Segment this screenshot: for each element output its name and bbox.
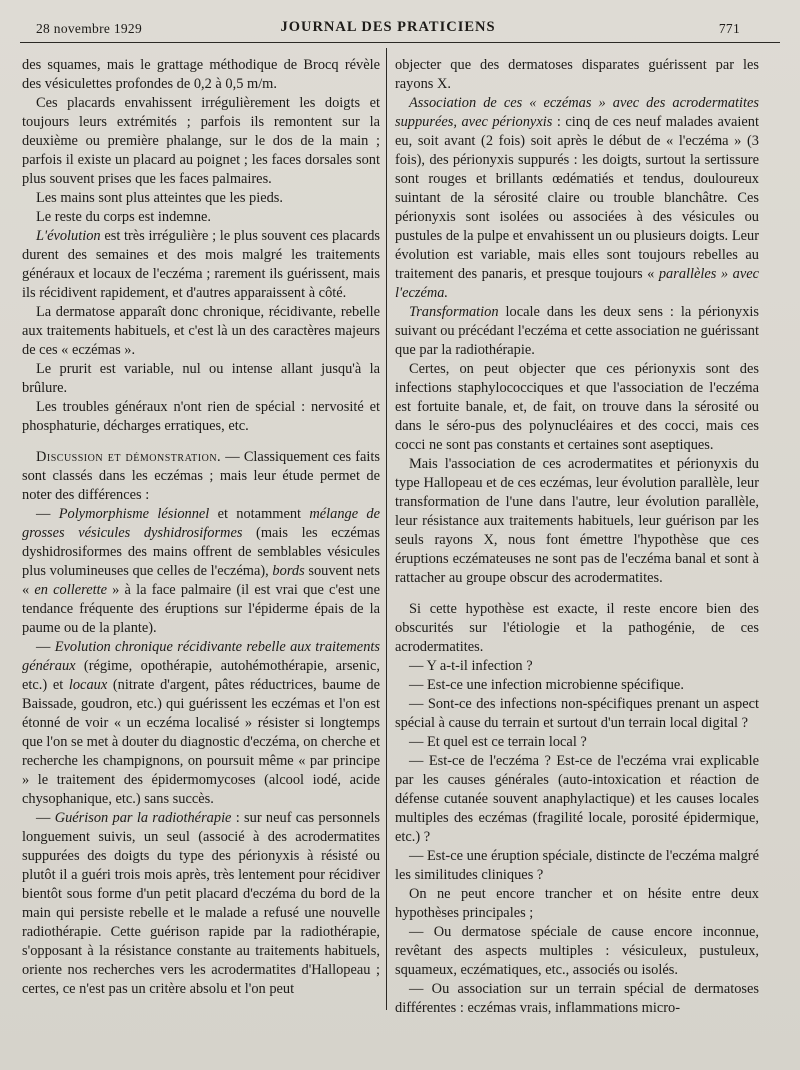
left-column (22, 56, 380, 1060)
text-run: : cinq de ces neuf malades avaient eu, soit avant (2 fois) soit après le début de « l'eczéma » (3 fois), des périonyxis suppurés : les doigts, surtout la sertissure sont rouges et brillants œdématiés et tendus, douloureux suintant de la sérosité claire ou trouble blanchâtre. Ces périonyxis sont isolées ou associées à des vésicules ou pustules de la pulpe et envahissent un ou plusieurs doigts. Leur évolution est variable, mais elles sont toujours rebelles au traitement des panaris, et presque toujours « (395, 114, 759, 282)
paragraph: Si cette hypothèse est exacte, il reste encore bien des obscurités sur l'étiologie et la pathogénie, de ces acrodermatites. (395, 601, 759, 655)
page-number: 771 (718, 21, 740, 36)
header-rule (20, 42, 780, 43)
text-run: — (36, 506, 59, 522)
text-run: souvent nets « (22, 563, 380, 598)
paragraph (22, 638, 380, 809)
paragraph: Le reste du corps est indemne. (36, 209, 212, 225)
paragraph: objecter que des dermatoses disparates guérissent par les rayons X. (395, 57, 759, 92)
page-header (36, 18, 740, 40)
paragraph: Mais l'association de ces acrodermatites et périonyxis du type Hallopeau et de ces eczémas, leur évolution parallèle, leur transformation de l'une dans l'autre, leur évolution parallèle, leur résistance aux traitements habituels, leur guérison par les seuls rayons X, nous font émettre l'hypothèse que ces éruptions eczémateuses ne sont pas de l'eczéma banal et sont à rattacher au groupe obscur des acrodermatites. (395, 456, 759, 586)
paragraph (395, 94, 759, 303)
italic-term: en collerette (34, 582, 107, 598)
italic-term: Guérison par la radiothérapie (54, 810, 232, 826)
paragraph: Les mains sont plus atteintes que les pieds. (36, 190, 284, 206)
italic-term: L'évolution (36, 228, 101, 244)
paragraph: — Est-ce une infection microbienne spécifique. (409, 677, 684, 693)
text-run: (mais les eczémas dyshidrosiformes des mains offrent de semblables vésicules plus volumineuses que celles de l'eczéma), (22, 525, 380, 579)
text-run: — (36, 810, 55, 826)
paragraph: — Est-ce de l'eczéma ? Est-ce de l'eczéma vrai explicable par les causes générales (auto-intoxication et réaction de défense cutanée souvent anaphylactique) et les causes locales multiples des eczémas (fragilité locale, porosité épidermique, etc.) ? (395, 753, 759, 845)
section-heading: Discussion et démonstration. (36, 449, 222, 465)
paragraph: Le prurit est variable, nul ou intense allant jusqu'à la brûlure. (22, 361, 380, 396)
paragraph-text: est très irrégulière ; le plus souvent ces placards durent des semaines et des mois malgré les traitements généraux et locaux de l'eczéma ; rarement ils guérissent, mais ils récidivent rapidement, et d'autres apparaissent à côté. (22, 228, 380, 301)
italic-term: Transformation (409, 304, 499, 320)
italic-term: mélange de grosses vésicules dyshidrosiformes (22, 506, 380, 541)
right-column (395, 56, 759, 1060)
paragraph: des squames, mais le grattage méthodique de Brocq révèle des vésiculettes profondes de 0,2 à 0,5 m/m. (22, 57, 380, 92)
paragraph (22, 227, 380, 303)
text-run: et notamment (209, 506, 310, 522)
italic-term: parallèles » avec l'eczéma. (395, 266, 759, 301)
paragraph: Certes, on peut objecter que ces périonyxis sont des infections staphylococciques et que l'association de l'eczéma est fortuite banale, et, de fait, on trouve dans la sérosité ou dans le séro-pus des polynucléaires et des cocci, mais ces cocci ne sont pas constants et certaines sont aseptiques. (395, 361, 759, 453)
paragraph-text: — Classiquement ces faits sont classés dans les eczémas ; mais leur étude permet de noter des différences : (22, 449, 380, 503)
paragraph: — Est-ce une éruption spéciale, distincte de l'eczéma malgré les similitudes cliniques ? (395, 848, 759, 883)
paragraph: — Ou association sur un terrain spécial de dermatoses différentes : eczémas vrais, inflammations micro- (395, 981, 759, 1016)
paragraph: — Et quel est ce terrain local ? (409, 734, 587, 750)
paragraph: — Sont-ce des infections non-spécifiques prenant un aspect spécial à cause du terrain et surtout d'un terrain local digital ? (395, 696, 759, 731)
text-run: (nitrate d'argent, pâtes réductrices, baume de Baissade, goudron, etc.) qui guérissent les eczémas et l'on est étonné de voir « un eczéma localisé » résister si longtemps que l'on se met à douter du diagnostic d'eczéma, on cherche et recherche les champignons, on poursuit même « par principe » le traitement des épidermomycoses (alcool iodé, acide chysophanique, etc.) sans succès. (22, 677, 380, 807)
column-divider (386, 48, 387, 1010)
paragraph: On ne peut encore trancher et on hésite entre deux hypothèses principales ; (395, 886, 759, 921)
text-run: locale dans les deux sens : la périonyxis suivant ou précédant l'eczéma et cette association ne guérissant que par la radiothérapie. (395, 304, 759, 358)
paragraph: La dermatose apparaît donc chronique, récidivante, rebelle aux traitements habituels, et c'est là un des caractères majeurs de ces « eczémas ». (22, 304, 380, 358)
text-run: » à la face palmaire (il est vrai que c'est une tendance fréquente des éruptions sur l'épiderme épais de la paume ou de la plante). (22, 582, 380, 636)
italic-term: Evolution chronique récidivante rebelle aux traitements généraux (22, 639, 380, 674)
italic-term: Polymorphisme lésionnel (58, 506, 210, 522)
journal-title: JOURNAL DES PRATICIENS (280, 19, 496, 35)
section-paragraph (22, 448, 380, 505)
issue-date: 28 novembre 1929 (36, 21, 143, 36)
paragraph: Ces placards envahissent irrégulièrement les doigts et toujours leurs extrémités ; parfois ils remontent sur la deuxième ou première phalange, sur le dos de la main ; parfois il existe un placard au poignet ; les faces dorsales sont plus souvent prises que les faces palmaires. (22, 95, 380, 187)
text-run: (régime, opothérapie, autohémothérapie, arsenic, etc.) et (22, 658, 380, 693)
italic-term: locaux (68, 677, 108, 693)
paragraph: — Ou dermatose spéciale de cause encore inconnue, revêtant des aspects multiples : vésiculeux, pustuleux, squameux, eczématiques, etc., associés ou isolés. (395, 924, 759, 978)
paragraph (395, 303, 759, 360)
text-run: : sur neuf cas personnels longuement suivis, un seul (associé à des acrodermatites suppurées des doigts du type des périonyxis à résisté ou plutôt il a guéri trois mois après, très lentement pour récidiver bientôt sous forme d'un petit placard d'eczéma du bord de la main qui persiste rebelle et le malade a refusé une nouvelle radiothérapie. Cette guérison rapide par la radiothérapie, s'opposant à la résistance constante au traitements habituels, oriente nos recherches vers les acrodermatites d'Hallopeau ; certes, ce n'est pas un critère absolu et l'on peut (22, 810, 380, 997)
text-run: — (36, 639, 55, 655)
paragraph: — Y a-t-il infection ? (409, 658, 533, 674)
italic-term: bords (272, 563, 305, 579)
italic-term: Association de ces « eczémas » avec des acrodermatites suppurées, avec périonyxis (395, 95, 759, 130)
paragraph (22, 505, 380, 638)
paragraph (22, 809, 380, 999)
paragraph: Les troubles généraux n'ont rien de spécial : nervosité et phosphaturie, décharges erratiques, etc. (22, 399, 380, 434)
